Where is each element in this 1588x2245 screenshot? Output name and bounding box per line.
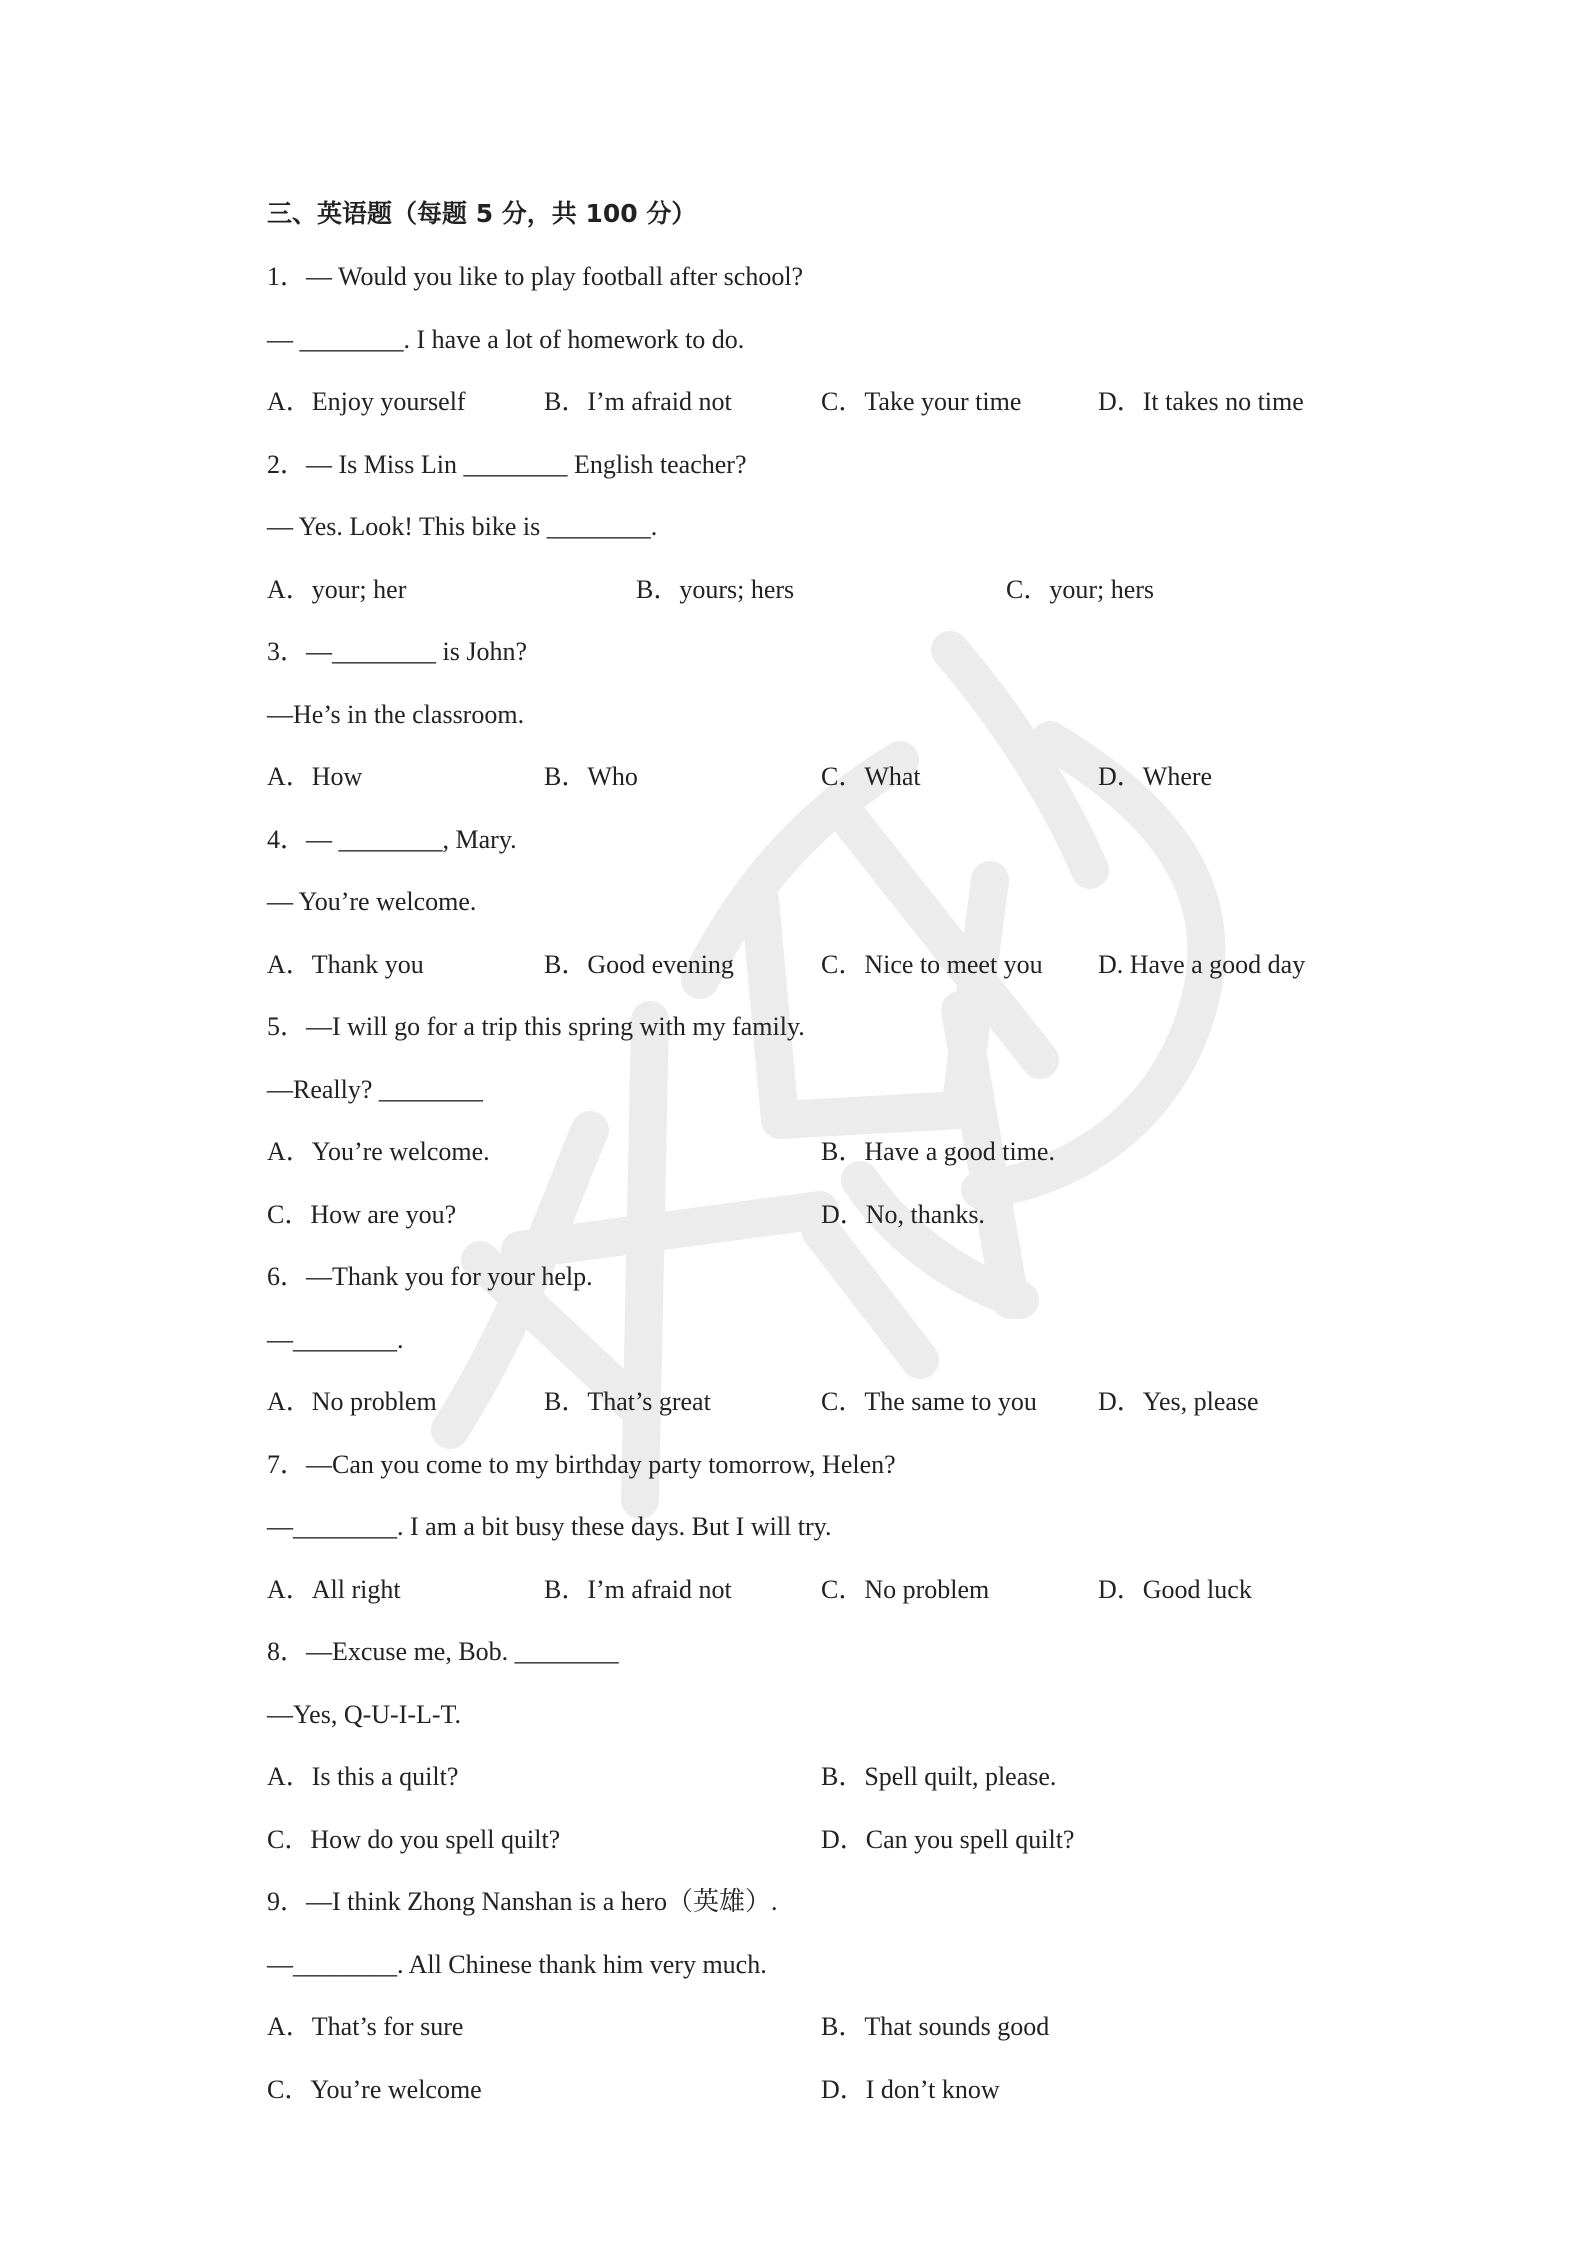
question-6-option-c[interactable]: C．The same to you (821, 1387, 1037, 1416)
question-4-option-b[interactable]: B．Good evening (544, 950, 734, 979)
question-6-option-a[interactable]: A．No problem (267, 1387, 437, 1416)
question-9-option-d[interactable]: D．I don’t know (821, 2075, 1000, 2104)
question-6-option-d[interactable]: D．Yes, please (1098, 1387, 1259, 1416)
question-9-option-c[interactable]: C．You’re welcome (267, 2075, 482, 2104)
question-7-option-a[interactable]: A．All right (267, 1575, 401, 1604)
question-7-prompt: 7．—Can you come to my birthday party tomorrow, Helen? (267, 1450, 896, 1479)
question-8-reply: —Yes, Q-U-I-L-T. (267, 1700, 462, 1729)
question-7-reply: —________. I am a bit busy these days. But I will try. (267, 1512, 832, 1541)
question-9-prompt: 9．—I think Zhong Nanshan is a hero（英雄）. (267, 1887, 778, 1916)
question-9-option-b[interactable]: B．That sounds good (821, 2012, 1050, 2041)
question-5-reply: —Really? ________ (267, 1075, 483, 1104)
question-6-prompt: 6．—Thank you for your help. (267, 1262, 593, 1291)
question-1-reply: — ________. I have a lot of homework to do. (267, 325, 745, 354)
question-1-prompt: 1．— Would you like to play football after school? (267, 262, 804, 291)
question-3-option-b[interactable]: B．Who (544, 762, 638, 791)
question-1-option-b[interactable]: B．I’m afraid not (544, 387, 732, 416)
question-7-option-d[interactable]: D．Good luck (1098, 1575, 1252, 1604)
question-8-option-b[interactable]: B．Spell quilt, please. (821, 1762, 1057, 1791)
question-4-reply: — You’re welcome. (267, 887, 477, 916)
question-2-prompt: 2．— Is Miss Lin ________ English teacher? (267, 450, 747, 479)
question-3-prompt: 3．—________ is John? (267, 637, 528, 666)
question-8-option-c[interactable]: C．How do you spell quilt? (267, 1825, 561, 1854)
question-4-prompt: 4．— ________, Mary. (267, 825, 517, 854)
question-1-option-c[interactable]: C．Take your time (821, 387, 1022, 416)
question-5-option-a[interactable]: A．You’re welcome. (267, 1137, 490, 1166)
question-3-option-d[interactable]: D．Where (1098, 762, 1213, 791)
question-5-option-b[interactable]: B．Have a good time. (821, 1137, 1055, 1166)
question-9-reply: —________. All Chinese thank him very much. (267, 1950, 767, 1979)
question-5-option-d[interactable]: D．No, thanks. (821, 1200, 985, 1229)
question-2-option-c[interactable]: C．your; hers (1006, 575, 1155, 604)
question-4-option-a[interactable]: A．Thank you (267, 950, 424, 979)
question-7-option-c[interactable]: C．No problem (821, 1575, 990, 1604)
question-3-option-c[interactable]: C．What (821, 762, 921, 791)
question-2-option-b[interactable]: B．yours; hers (636, 575, 795, 604)
question-3-option-a[interactable]: A．How (267, 762, 363, 791)
question-6-option-b[interactable]: B．That’s great (544, 1387, 711, 1416)
question-1-option-d[interactable]: D．It takes no time (1098, 387, 1304, 416)
question-7-option-b[interactable]: B．I’m afraid not (544, 1575, 732, 1604)
section-title: 三、英语题（每题 5 分，共 100 分） (267, 199, 697, 228)
question-4-option-c[interactable]: C．Nice to meet you (821, 950, 1043, 979)
question-1-option-a[interactable]: A．Enjoy yourself (267, 387, 466, 416)
question-2-option-a[interactable]: A．your; her (267, 575, 407, 604)
question-8-prompt: 8．—Excuse me, Bob. ________ (267, 1637, 619, 1666)
question-5-option-c[interactable]: C．How are you? (267, 1200, 457, 1229)
question-3-reply: —He’s in the classroom. (267, 700, 525, 729)
question-6-reply: —________. (267, 1325, 404, 1354)
question-5-prompt: 5．—I will go for a trip this spring with my family. (267, 1012, 805, 1041)
question-8-option-a[interactable]: A．Is this a quilt? (267, 1762, 459, 1791)
question-9-option-a[interactable]: A．That’s for sure (267, 2012, 464, 2041)
question-8-option-d[interactable]: D．Can you spell quilt? (821, 1825, 1075, 1854)
question-4-option-d[interactable]: D. Have a good day (1098, 950, 1306, 979)
question-2-reply: — Yes. Look! This bike is ________. (267, 512, 658, 541)
